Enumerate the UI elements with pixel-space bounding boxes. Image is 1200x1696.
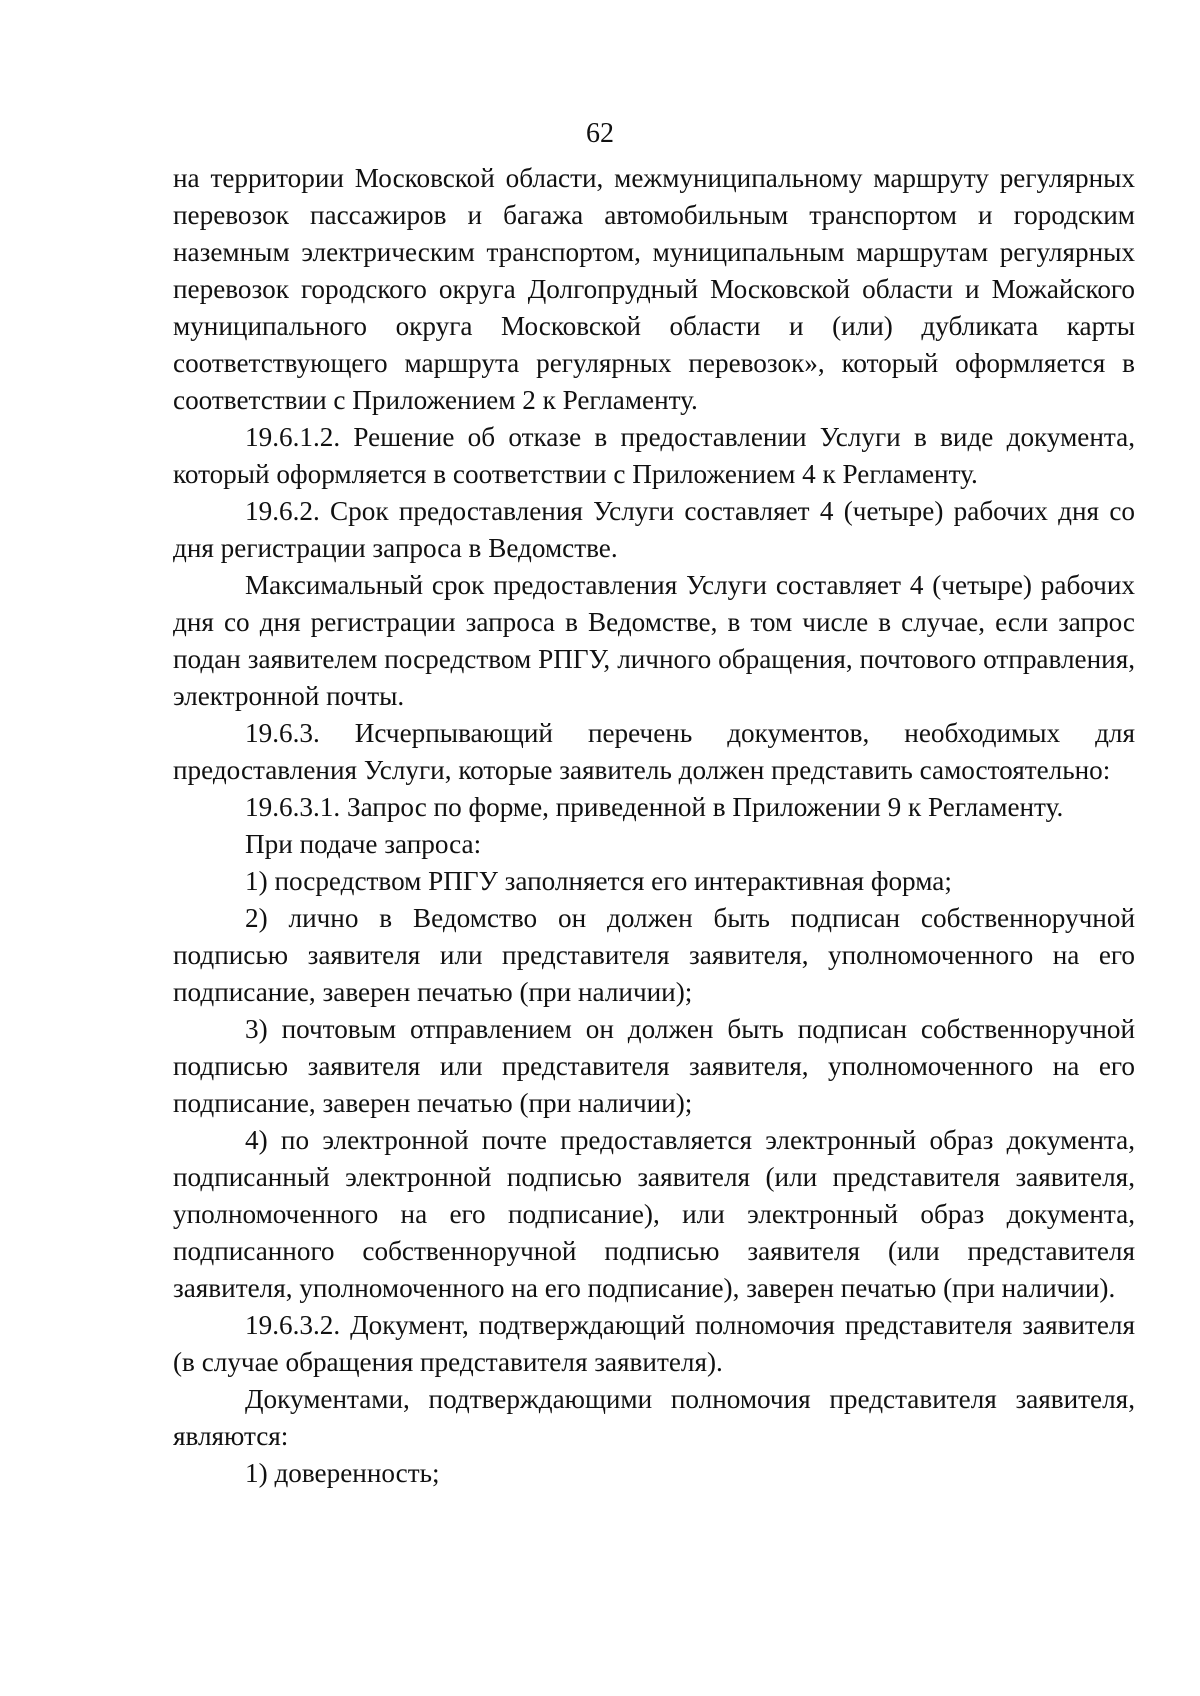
- paragraph: Документами, подтверждающими полномочия представителя заявителя, являются:: [173, 1384, 1135, 1451]
- document-body: [173, 160, 1135, 1492]
- paragraph: на территории Московской области, межмуниципальному маршруту регулярных перевозок пассажиров и багажа автомобильным транспортом и городским наземным электрическим транспортом, муниципальным маршрутам регулярных перевозок городского округа Долгопрудный Московской области и Можайского муниципального округа Московской области и (или) дубликата карты соответствующего маршрута регулярных перевозок», который оформляется в соответствии с Приложением 2 к Регламенту.: [173, 163, 1135, 415]
- paragraph: При подаче запроса:: [245, 829, 482, 859]
- list-item: 4) по электронной почте предоставляется электронный образ документа, подписанный электронной подписью заявителя (или представителя заявителя, уполномоченного на его подписание), или электронный образ документа, подписанного собственноручной подписью заявителя (или представителя заявителя, уполномоченного на его подписание), заверен печатью (при наличии).: [173, 1125, 1135, 1303]
- list-item: 1) доверенность;: [245, 1458, 440, 1488]
- paragraph: 19.6.3.2. Документ, подтверждающий полномочия представителя заявителя (в случае обращения представителя заявителя).: [173, 1310, 1135, 1377]
- paragraph: 19.6.2. Срок предоставления Услуги составляет 4 (четыре) рабочих дня со дня регистрации запроса в Ведомстве.: [173, 496, 1135, 563]
- page-number: 62: [586, 118, 614, 149]
- paragraph: 19.6.1.2. Решение об отказе в предоставлении Услуги в виде документа, который оформляется в соответствии с Приложением 4 к Регламенту.: [173, 422, 1135, 489]
- paragraph: 19.6.3. Исчерпывающий перечень документов, необходимых для предоставления Услуги, которые заявитель должен представить самостоятельно:: [173, 718, 1135, 785]
- paragraph: Максимальный срок предоставления Услуги составляет 4 (четыре) рабочих дня со дня регистрации запроса в Ведомстве, в том числе в случае, если запрос подан заявителем посредством РПГУ, личного обращения, почтового отправления, электронной почты.: [173, 570, 1135, 711]
- list-item: 3) почтовым отправлением он должен быть подписан собственноручной подписью заявителя или представителя заявителя, уполномоченного на его подписание, заверен печатью (при наличии);: [173, 1014, 1135, 1118]
- paragraph: 19.6.3.1. Запрос по форме, приведенной в Приложении 9 к Регламенту.: [245, 792, 1064, 822]
- list-item: 2) лично в Ведомство он должен быть подписан собственноручной подписью заявителя или представителя заявителя, уполномоченного на его подписание, заверен печатью (при наличии);: [173, 903, 1135, 1007]
- list-item: 1) посредством РПГУ заполняется его интерактивная форма;: [245, 866, 952, 896]
